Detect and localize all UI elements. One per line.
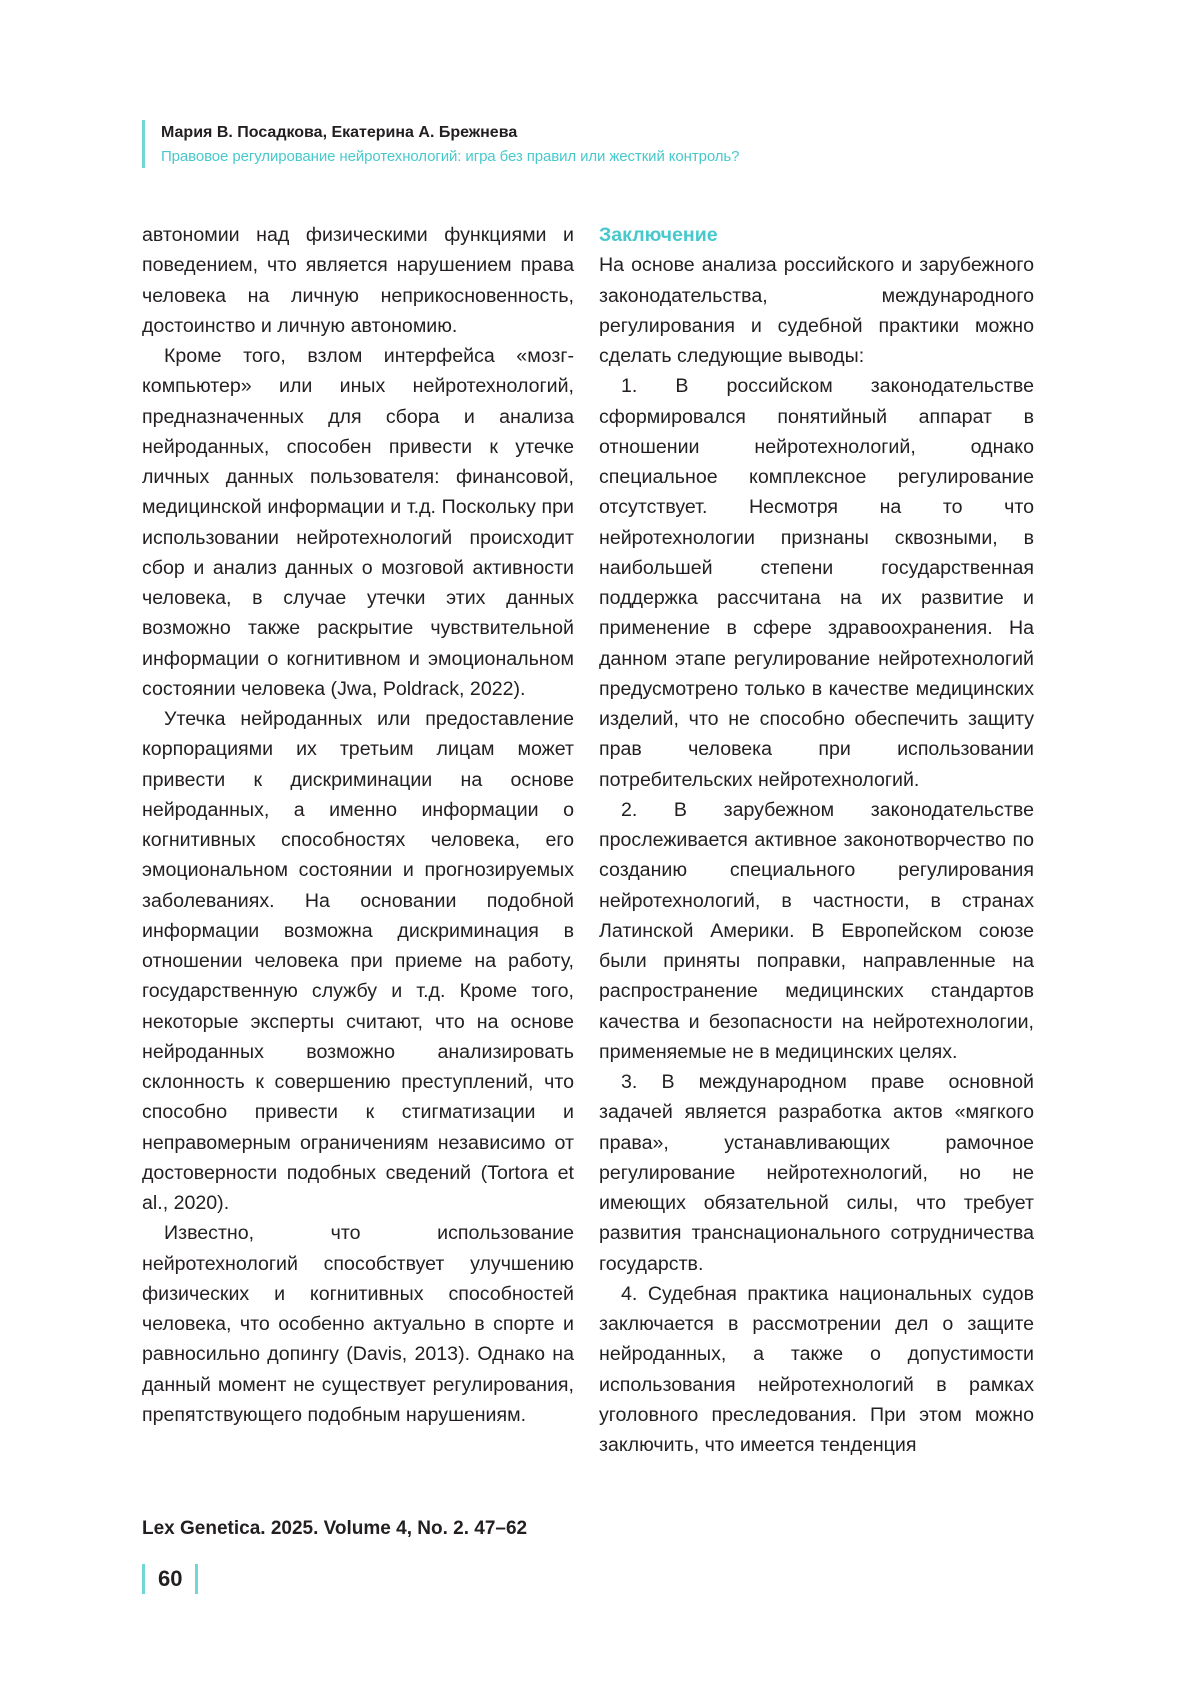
body-paragraph: Кроме того, взлом интерфейса «мозг-компьютер» или иных нейротехнологий, предназначенных для сбора и анализа нейроданных, способен привести к утечке личных данных пользователя: финансовой, медицинской информации и т.д. Поскольку при использовании нейротехнологий происходит сбор и анализ данных о мозговой активности человека, в случае утечки этих данных возможно также раскрытие чувствительной информации о когнитивном и эмоциональном состоянии человека (Jwa, Poldrack, 2022). <box>142 345 574 700</box>
section-heading-conclusion: Заключение <box>599 224 718 246</box>
body-paragraph: Утечка нейроданных или предоставление корпорациями их третьим лицам может привести к дискриминации на основе нейроданных, а именно информации о когнитивных способностях человека, его эмоциональном состоянии и прогнозируемых заболеваниях. На основании подобной информации возможна дискриминация в отношении человека при приеме на работу, государственную службу и т.д. Кроме того, некоторые эксперты считают, что на основе нейроданных возможно анализировать склонность к совершению преступлений, что способно привести к стигматизации и неправомерным ограничениям независимо от достоверности подобных сведений (Tortora et al., 2020). <box>142 708 574 1214</box>
conclusion-item-4: 4. Судебная практика национальных судов заключается в рассмотрении дел о защите нейроданных, а также о допустимости использования нейротехнологий в рамках уголовного преследования. При этом можно заключить, что имеется тенденция <box>599 1282 1034 1456</box>
left-text-column <box>142 220 574 1430</box>
body-paragraph: На основе анализа российского и зарубежного законодательства, международного регулирования и судебной практики можно сделать следующие выводы: <box>599 254 1034 367</box>
journal-citation: Lex Genetica. 2025. Volume 4, No. 2. 47–62 <box>142 1518 528 1539</box>
right-text-column <box>599 220 1034 1460</box>
page-number: 60 <box>142 1564 198 1594</box>
conclusion-item-1: 1. В российском законодательстве сформировался понятийный аппарат в отношении нейротехнологий, однако специальное комплексное регулирование отсутствует. Несмотря на то что нейротехнологии признаны сквозными, в наибольшей степени государственная поддержка рассчитана на их развитие и применение в сфере здравоохранения. На данном этапе регулирование нейротехнологий предусмотрено только в качестве медицинских изделий, что не способно обеспечить защиту прав человека при использовании потребительских нейротехнологий. <box>599 375 1034 791</box>
running-header <box>142 120 1061 168</box>
header-article-title: Правовое регулирование нейротехнологий: игра без правил или жесткий контроль? <box>161 148 740 165</box>
header-authors: Мария В. Посадкова, Екатерина А. Брежнева <box>161 124 518 141</box>
body-paragraph: автономии над физическими функциями и поведением, что является нарушением права человека на личную неприкосновенность, достоинство и личную автономию. <box>142 224 574 337</box>
conclusion-item-3: 3. В международном праве основной задачей является разработка актов «мягкого права», устанавливающих рамочное регулирование нейротехнологий, но не имеющих обязательной силы, что требует развития транснационального сотрудничества государств. <box>599 1071 1034 1275</box>
conclusion-item-2: 2. В зарубежном законодательстве прослеживается активное законотворчество по созданию специального регулирования нейротехнологий, в частности, в странах Латинской Америки. В Европейском союзе были приняты поправки, направленные на распространение медицинских стандартов качества и безопасности на нейротехнологии, применяемые не в медицинских целях. <box>599 798 1034 1063</box>
body-paragraph: Известно, что использование нейротехнологий способствует улучшению физических и когнитивных способностей человека, что особенно актуально в спорте и равносильно допингу (Davis, 2013). Однако на данный момент не существует регулирования, препятствующего подобным нарушениям. <box>142 1222 574 1426</box>
